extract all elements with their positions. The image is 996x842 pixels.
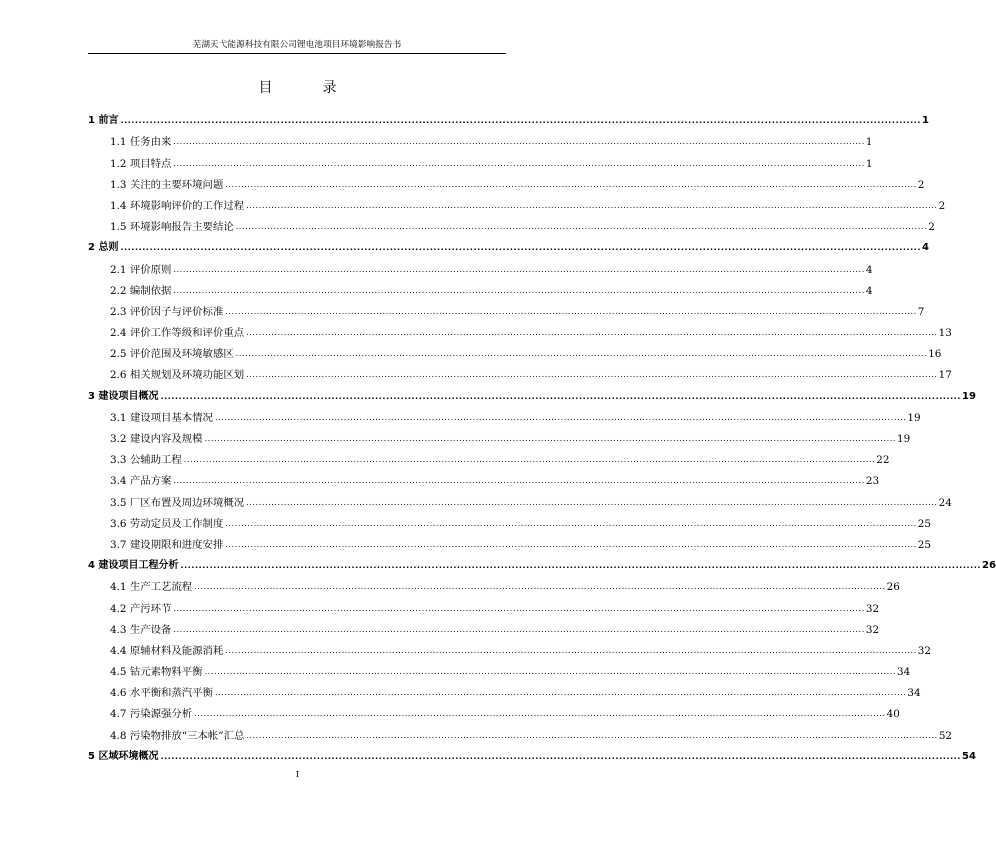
toc-entry-page: 34 bbox=[897, 666, 911, 679]
toc-entry-label: 3.4 产品方案 bbox=[110, 475, 172, 488]
toc-section-entry[interactable] bbox=[88, 127, 873, 149]
toc-section-entry[interactable] bbox=[88, 424, 911, 445]
toc-chapter-entry[interactable] bbox=[88, 233, 930, 254]
toc-entry-label: 3.3 公辅助工程 bbox=[110, 454, 182, 467]
page-number: I bbox=[295, 770, 300, 780]
toc-leader-dots: ............................................................................................................................................................................................................................ bbox=[173, 476, 865, 486]
toc-entry-page: 4 bbox=[865, 263, 873, 276]
toc-section-entry[interactable] bbox=[88, 297, 925, 318]
toc-section-entry[interactable] bbox=[88, 699, 900, 721]
toc-section-entry[interactable] bbox=[88, 678, 921, 700]
toc-leader-dots: ............................................................................................................................................................................................................................ bbox=[204, 667, 897, 677]
toc-entry-page: 32 bbox=[865, 602, 880, 615]
toc-entry-page: 19 bbox=[907, 411, 921, 424]
toc-section-entry[interactable] bbox=[88, 276, 873, 297]
toc-entry-label: 1.5 环境影响报告主要结论 bbox=[110, 221, 234, 234]
toc-entry-label: 1.1 任务由来 bbox=[110, 136, 172, 149]
toc-entry-page: 19 bbox=[962, 390, 976, 402]
toc-leader-dots: ............................................................................................................................................................................................................................ bbox=[194, 582, 886, 592]
toc-entry-page: 13 bbox=[938, 327, 952, 340]
toc-section-entry[interactable] bbox=[88, 509, 932, 530]
toc-leader-dots: ............................................................................................................................................................................................................................ bbox=[173, 264, 865, 274]
toc-leader-dots: ............................................................................................................................................................................................................................ bbox=[235, 222, 928, 232]
toc-section-entry[interactable] bbox=[88, 487, 952, 509]
toc-entry-label: 1.3 关注的主要环境问题 bbox=[110, 178, 224, 191]
toc-entry-label: 3.1 建设项目基本情况 bbox=[110, 411, 213, 424]
toc-leader-dots: ............................................................................................................................................................................................................................ bbox=[180, 561, 982, 571]
toc-entry-label: 1.4 环境影响评价的工作过程 bbox=[110, 199, 245, 212]
toc-entry-label: 4 建设项目工程分析 bbox=[88, 560, 179, 572]
toc-entry-page: 24 bbox=[938, 496, 952, 509]
toc-entry-label: 5 区域环境概况 bbox=[88, 750, 159, 762]
toc-entry-page: 54 bbox=[962, 750, 976, 762]
toc-section-entry[interactable] bbox=[88, 657, 911, 679]
toc-leader-dots: ............................................................................................................................................................................................................................ bbox=[173, 603, 865, 613]
toc-entry-label: 3.7 建设期限和进度安排 bbox=[110, 538, 224, 551]
toc-entry-page: 7 bbox=[917, 305, 925, 318]
header-rule bbox=[88, 53, 506, 54]
toc-entry-page: 22 bbox=[876, 454, 890, 467]
toc-entry-page: 4 bbox=[922, 242, 930, 254]
toc-chapter-entry[interactable] bbox=[88, 742, 976, 763]
toc-entry-page: 40 bbox=[886, 708, 900, 721]
toc-leader-dots: ............................................................................................................................................................................................................................ bbox=[225, 306, 917, 316]
toc-section-entry[interactable] bbox=[88, 360, 952, 382]
toc-leader-dots: ............................................................................................................................................................................................................................ bbox=[246, 497, 938, 507]
toc-entry-label: 4.7 污染源强分析 bbox=[110, 708, 193, 721]
toc-section-entry[interactable] bbox=[88, 403, 921, 424]
toc-entry-page: 1 bbox=[865, 136, 873, 149]
toc-section-entry[interactable] bbox=[88, 445, 890, 467]
toc-leader-dots: ............................................................................................................................................................................................................................ bbox=[246, 730, 938, 740]
toc-leader-dots: ............................................................................................................................................................................................................................ bbox=[194, 709, 886, 719]
toc-entry-label: 2.4 评价工作等级和评价重点 bbox=[110, 327, 245, 340]
toc-entry-page: 1 bbox=[922, 115, 930, 127]
toc-entry-page: 23 bbox=[865, 475, 880, 488]
toc-leader-dots: ............................................................................................................................................................................................................................ bbox=[225, 518, 917, 528]
toc-chapter-entry[interactable] bbox=[88, 551, 996, 572]
toc-section-entry[interactable] bbox=[88, 191, 946, 212]
toc-entry-label: 3.2 建设内容及规模 bbox=[110, 433, 203, 445]
toc-leader-dots: ............................................................................................................................................................................................................................ bbox=[173, 137, 865, 147]
toc-entry-label: 4.4 原辅材料及能源消耗 bbox=[110, 644, 224, 657]
toc-section-entry[interactable] bbox=[88, 572, 900, 594]
toc-entry-label: 4.5 钴元素物料平衡 bbox=[110, 666, 203, 679]
toc-entry-label: 2 总则 bbox=[88, 242, 119, 254]
toc-entry-label: 2.3 评价因子与评价标准 bbox=[110, 305, 224, 318]
toc-leader-dots: ............................................................................................................................................................................................................................ bbox=[246, 328, 938, 338]
toc-leader-dots: ............................................................................................................................................................................................................................ bbox=[214, 412, 907, 422]
toc-section-entry[interactable] bbox=[88, 318, 952, 340]
toc-section-entry[interactable] bbox=[88, 148, 873, 170]
toc-entry-page: 4 bbox=[865, 284, 873, 297]
toc-section-entry[interactable] bbox=[88, 466, 880, 488]
toc-entry-page: 34 bbox=[907, 687, 921, 700]
toc-leader-dots: ............................................................................................................................................................................................................................ bbox=[204, 434, 897, 443]
toc-entry-page: 25 bbox=[917, 538, 932, 551]
toc-entry-page: 26 bbox=[982, 560, 996, 572]
toc-entry-page: 25 bbox=[917, 517, 932, 530]
toc-leader-dots: ............................................................................................................................................................................................................................ bbox=[160, 751, 962, 761]
toc-entry-page: 32 bbox=[865, 623, 880, 636]
table-of-contents bbox=[88, 106, 996, 763]
toc-section-entry[interactable] bbox=[88, 212, 935, 234]
toc-entry-page: 2 bbox=[917, 178, 925, 191]
toc-leader-dots: ............................................................................................................................................................................................................................ bbox=[173, 285, 865, 295]
toc-leader-dots: ............................................................................................................................................................................................................................ bbox=[235, 349, 928, 359]
toc-section-entry[interactable] bbox=[88, 615, 880, 636]
toc-entry-label: 1 前言 bbox=[88, 115, 119, 127]
toc-entry-page: 2 bbox=[938, 199, 946, 212]
toc-section-entry[interactable] bbox=[88, 720, 953, 742]
toc-entry-label: 2.1 评价原则 bbox=[110, 263, 172, 276]
toc-leader-dots: ............................................................................................................................................................................................................................ bbox=[173, 158, 865, 168]
toc-section-entry[interactable] bbox=[88, 636, 932, 657]
toc-entry-page: 32 bbox=[917, 644, 932, 657]
toc-entry-label: 2.2 编制依据 bbox=[110, 284, 172, 297]
toc-leader-dots: ............................................................................................................................................................................................................................ bbox=[225, 539, 917, 549]
toc-entry-label: 3.6 劳动定员及工作制度 bbox=[110, 517, 224, 530]
page-title: 目 录 bbox=[258, 80, 355, 96]
toc-entry-label: 2.5 评价范围及环境敏感区 bbox=[110, 348, 234, 361]
toc-section-entry[interactable] bbox=[88, 170, 925, 191]
toc-leader-dots: ............................................................................................................................................................................................................................ bbox=[246, 200, 938, 210]
toc-entry-label: 4.3 生产设备 bbox=[110, 623, 172, 636]
toc-leader-dots: ............................................................................................................................................................................................................................ bbox=[183, 455, 876, 465]
toc-entry-page: 19 bbox=[897, 433, 911, 445]
toc-entry-page: 52 bbox=[938, 729, 953, 742]
toc-section-entry[interactable] bbox=[88, 530, 932, 551]
toc-entry-label: 1.2 项目特点 bbox=[110, 157, 172, 170]
toc-section-entry[interactable] bbox=[88, 254, 873, 276]
toc-entry-page: 2 bbox=[928, 221, 935, 234]
toc-section-entry[interactable] bbox=[88, 593, 880, 615]
toc-entry-label: 4.1 生产工艺流程 bbox=[110, 581, 193, 594]
toc-leader-dots: ............................................................................................................................................................................................................................ bbox=[120, 116, 922, 126]
toc-leader-dots: ............................................................................................................................................................................................................................ bbox=[246, 370, 938, 380]
toc-leader-dots: ............................................................................................................................................................................................................................ bbox=[225, 179, 917, 189]
toc-entry-label: 3 建设项目概况 bbox=[88, 390, 159, 402]
toc-leader-dots: ............................................................................................................................................................................................................................ bbox=[225, 645, 917, 655]
toc-chapter-entry[interactable] bbox=[88, 381, 976, 402]
running-header: 芜湖天弋能源科技有限公司锂电池项目环境影响报告书 bbox=[192, 40, 402, 50]
toc-entry-page: 1 bbox=[865, 157, 873, 170]
toc-entry-label: 4.6 水平衡和蒸汽平衡 bbox=[110, 687, 213, 700]
toc-entry-page: 16 bbox=[928, 348, 942, 361]
toc-entry-page: 26 bbox=[886, 581, 900, 594]
toc-leader-dots: ............................................................................................................................................................................................................................ bbox=[214, 688, 907, 698]
toc-entry-label: 3.5 厂区布置及周边环境概况 bbox=[110, 496, 245, 509]
toc-entry-label: 4.8 污染物排放“三本帐”汇总 bbox=[110, 729, 245, 742]
toc-leader-dots: ............................................................................................................................................................................................................................ bbox=[173, 624, 865, 634]
toc-leader-dots: ............................................................................................................................................................................................................................ bbox=[120, 243, 922, 253]
toc-entry-page: 17 bbox=[938, 369, 952, 382]
toc-leader-dots: ............................................................................................................................................................................................................................ bbox=[160, 391, 962, 401]
toc-chapter-entry[interactable] bbox=[88, 106, 930, 127]
toc-entry-label: 2.6 相关规划及环境功能区划 bbox=[110, 369, 245, 382]
toc-section-entry[interactable] bbox=[88, 339, 942, 361]
toc-entry-label: 4.2 产污环节 bbox=[110, 602, 172, 615]
